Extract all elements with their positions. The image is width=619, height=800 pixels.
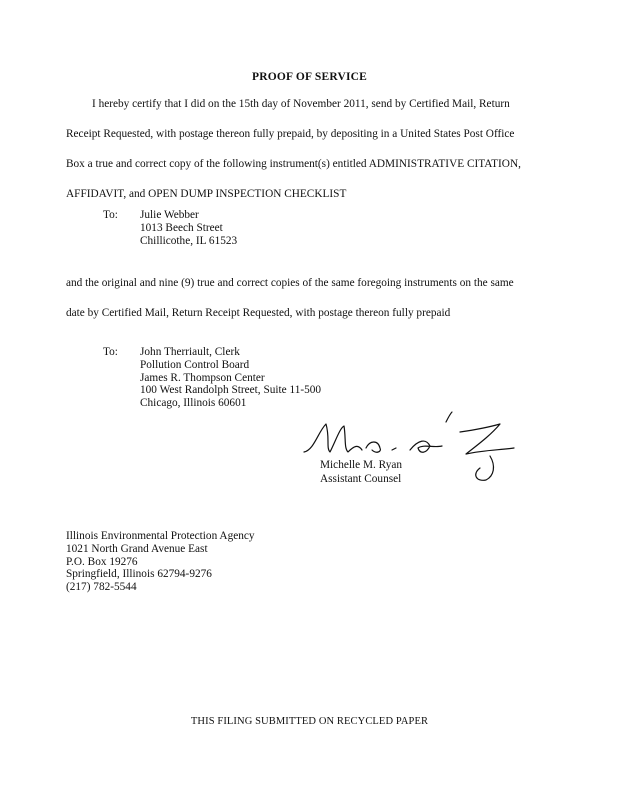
- certification-line: AFFIDAVIT, and OPEN DUMP INSPECTION CHECKLIST: [66, 188, 347, 200]
- agency-line: (217) 782-5544: [66, 581, 137, 594]
- certification-line: Receipt Requested, with postage thereon fully prepaid, by depositing in a United States Post Office: [66, 128, 515, 140]
- agency-line: 1021 North Grand Avenue East: [66, 542, 208, 555]
- address-line: James R. Thompson Center: [140, 371, 265, 384]
- address-line: 100 West Randolph Street, Suite 11-500: [140, 384, 322, 397]
- certification-line: Box a true and correct copy of the following instrument(s) entitled ADMINISTRATIVE CITATION,: [66, 158, 521, 170]
- recipient1-to-label: To:: [103, 209, 118, 221]
- address-line: 1013 Beech Street: [140, 221, 223, 234]
- certification-line: I hereby certify that I did on the 15th day of November 2011, send by Certified Mail, Return: [92, 98, 510, 110]
- address-line: Pollution Control Board: [140, 358, 250, 371]
- original-line: and the original and nine (9) true and correct copies of the same foregoing instruments on the same: [66, 277, 514, 289]
- agency-line: Springfield, Illinois 62794-9276: [66, 568, 212, 581]
- address-line: Julie Webber: [140, 209, 199, 221]
- agency-line: P.O. Box 19276: [66, 555, 138, 568]
- original-copies-paragraph: [66, 275, 556, 321]
- signer-name: Michelle M. Ryan: [320, 459, 403, 471]
- address-line: Chillicothe, IL 61523: [140, 234, 238, 247]
- address-line: John Therriault, Clerk: [140, 346, 240, 358]
- signer-title: Assistant Counsel: [320, 473, 402, 485]
- recipient2-address: [140, 346, 321, 410]
- agency-line: Illinois Environmental Protection Agency: [66, 530, 255, 542]
- signature-block: [320, 458, 402, 486]
- agency-address: [66, 530, 255, 594]
- address-line: Chicago, Illinois 60601: [140, 397, 247, 410]
- original-line: date by Certified Mail, Return Receipt Requested, with postage thereon fully prepaid: [66, 307, 451, 319]
- recipient2-to-label: To:: [103, 346, 118, 358]
- recycled-paper-footer: THIS FILING SUBMITTED ON RECYCLED PAPER: [190, 716, 429, 727]
- recipient1-address: [140, 209, 237, 247]
- certification-paragraph: [66, 96, 556, 202]
- document-title: PROOF OF SERVICE: [251, 71, 368, 83]
